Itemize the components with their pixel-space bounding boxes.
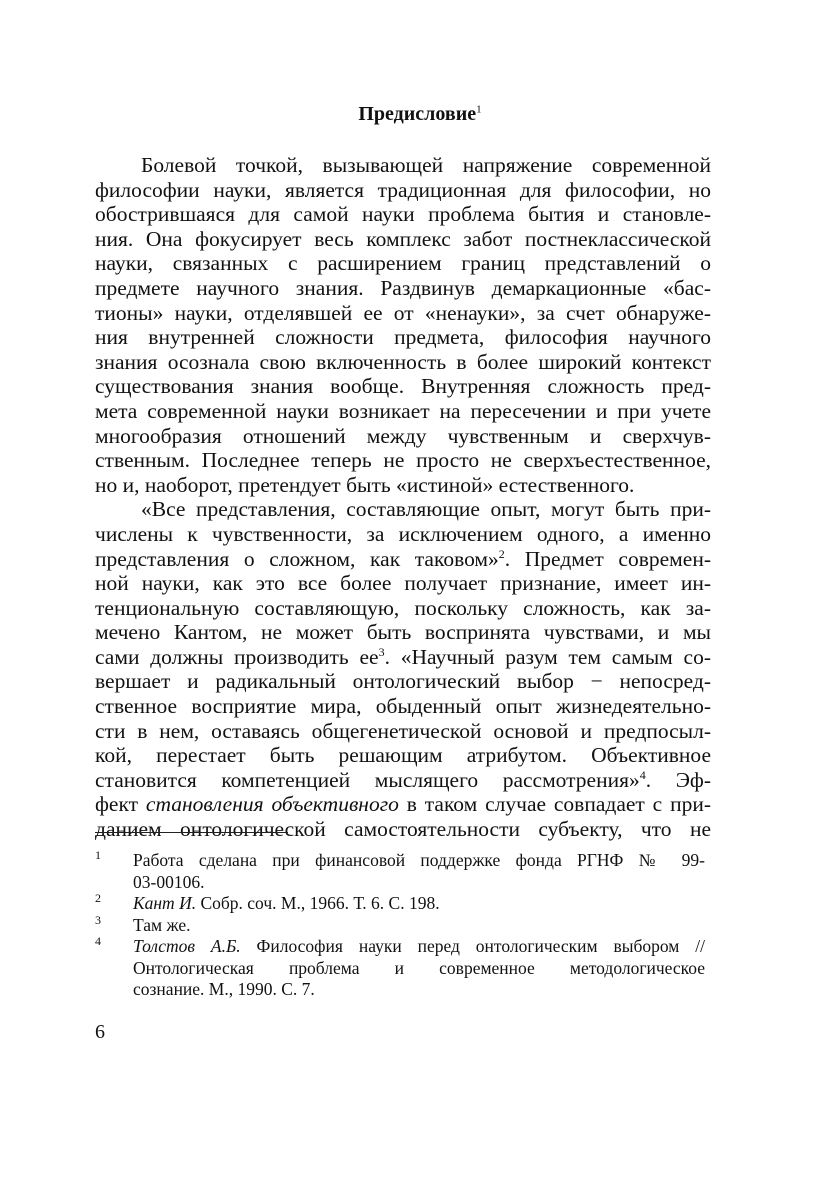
paragraph-line: многообразия отношений между чувственным и сверхчув- — [95, 423, 711, 448]
footnote-line — [133, 893, 705, 915]
footnote-number: 3 — [95, 912, 101, 927]
paragraph-line: тионы» науки, отделявшей ее от «ненауки», за счет обнаруже- — [95, 300, 711, 325]
footnote-line: Там же. — [133, 914, 191, 935]
text-run: фект — [95, 792, 146, 817]
page-number: 6 — [95, 1021, 105, 1043]
page-title — [0, 102, 840, 126]
footnote-author: Кант И. — [133, 893, 197, 913]
footnote — [95, 850, 705, 893]
paragraph-line: науки, связанных с расширением границ представлений о — [95, 251, 711, 276]
paragraph-line: мечено Кантом, не может быть воспринята чувствами, и мы — [95, 620, 711, 645]
text-run: . Эф- — [645, 767, 711, 792]
footnote — [95, 912, 705, 937]
footnote-line: 03-00106. — [133, 871, 205, 892]
text-run: в таком случае совпадает с при- — [398, 792, 712, 817]
footnote-separator — [95, 832, 288, 833]
paragraph-line: знания осознала свою включенность в более широкий контекст — [95, 349, 711, 374]
footnote-text: Философия науки перед онтологическим выбором // — [240, 936, 705, 956]
emphasis-text: становления объективного — [145, 792, 399, 817]
main-text — [95, 153, 711, 842]
footnote-number: 2 — [95, 891, 101, 905]
paragraph-line: тенциональную составляющую, поскольку сложность, как за- — [95, 595, 711, 620]
footnote-line — [133, 936, 705, 958]
footnote — [95, 936, 705, 1001]
paragraph-line: ния внутренней сложности предмета, философия научного — [95, 325, 711, 350]
paragraph-line: сти в нем, оставаясь общегенетической основой и предпосыл- — [95, 718, 711, 743]
text-run: становится компетенцией мыслящего рассмотрения» — [95, 767, 640, 792]
text-run: . Предмет современ- — [504, 546, 711, 571]
paragraph-line: существования знания вообще. Внутренняя сложность пред- — [95, 374, 711, 399]
footnote-number: 4 — [95, 934, 101, 948]
footnote-text: Собр. соч. М., 1966. Т. 6. С. 198. — [196, 893, 440, 913]
footnote-author: Толстов А.Б. — [133, 936, 241, 956]
footnote-line: Онтологическая проблема и современное методологическое — [133, 957, 705, 978]
paragraph-line: ной науки, как это все более получает признание, имеет ин- — [95, 571, 711, 596]
paragraph-line: ния. Она фокусирует весь комплекс забот постнеклассической — [95, 226, 711, 251]
paragraph-line: числены к чувственности, за исключением одного, а именно — [95, 521, 711, 546]
footnote-ref: 2 — [498, 546, 505, 561]
paragraph-line: кой, перестает быть решающим атрибутом. Объективное — [95, 743, 711, 768]
paragraph-line: мета современной науки возникает на пересечении и при учете — [95, 398, 711, 423]
paragraph-line — [95, 547, 711, 572]
paragraph-line: Болевой точкой, вызывающей напряжение современной — [141, 153, 711, 177]
paragraph-line — [95, 645, 711, 670]
footnote-line: Работа сделана при финансовой поддержке фонда РГНФ № 99- — [133, 850, 705, 870]
paragraph-line: ственным. Последнее теперь не просто не сверхъестественное, — [95, 448, 711, 473]
footnote-line: сознание. М., 1990. С. 7. — [133, 979, 315, 999]
paragraph-line: вершает и радикальный онтологический выбор − непосред- — [95, 669, 711, 694]
footnote-ref: 3 — [378, 644, 385, 659]
paragraph-line — [95, 768, 711, 793]
paragraph-line — [95, 792, 711, 817]
paragraph-line: обострившаяся для самой науки проблема бытия и становле- — [95, 202, 711, 227]
footnotes — [95, 850, 705, 1001]
paragraph-line: философии науки, является традиционная для философии, но — [95, 177, 711, 202]
title-text: Предисловие — [358, 103, 477, 125]
paragraph-line: ственное восприятие мира, обыденный опыт жизнедеятельно- — [95, 694, 711, 719]
footnote — [95, 893, 705, 915]
footnote-number: 1 — [95, 848, 101, 862]
paragraph-line: данием онтологической самостоятельности субъекту, что не — [95, 817, 711, 842]
text-run: представления о сложном, как таковом» — [95, 546, 499, 571]
paragraph-line: но и, наоборот, претендует быть «истиной» естественного. — [95, 472, 635, 497]
text-run: сами должны производить ее — [95, 644, 379, 669]
text-run: . «Научный разум тем самым со- — [384, 644, 711, 669]
paragraph-line: предмете научного знания. Раздвинув демаркационные «бас- — [95, 275, 711, 300]
paragraph-line: «Все представления, составляющие опыт, могут быть при- — [141, 497, 711, 522]
footnote-ref: 4 — [639, 767, 646, 782]
title-footnote-ref: 1 — [476, 103, 482, 116]
